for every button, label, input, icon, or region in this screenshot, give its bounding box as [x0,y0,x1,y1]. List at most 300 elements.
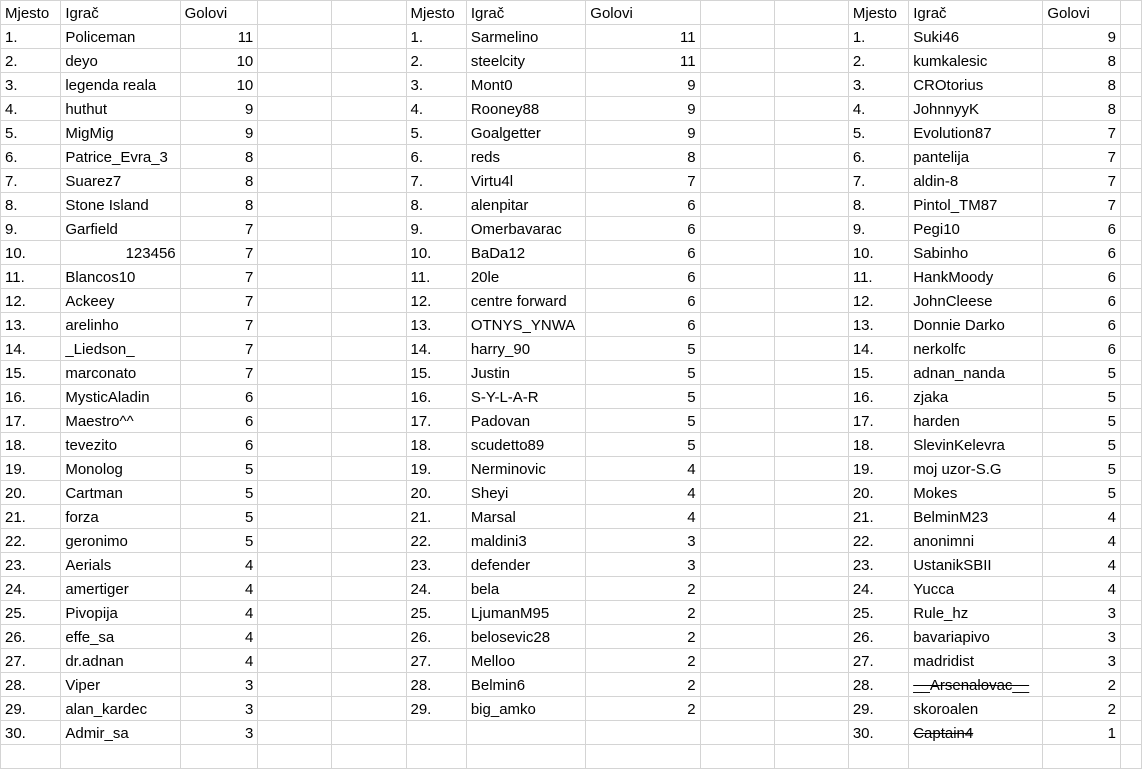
rank-cell[interactable]: 12. [406,289,466,313]
cell[interactable] [700,577,774,601]
cell[interactable] [1120,577,1141,601]
cell[interactable] [332,193,406,217]
player-cell[interactable]: Policeman [61,25,180,49]
goals-cell[interactable]: 4 [1043,577,1121,601]
goals-cell[interactable]: 5 [586,409,700,433]
player-cell[interactable]: amertiger [61,577,180,601]
cell[interactable] [774,49,848,73]
player-cell[interactable]: adnan_nanda [909,361,1043,385]
goals-cell[interactable]: 4 [586,505,700,529]
goals-cell[interactable]: 3 [180,673,258,697]
cell[interactable] [774,553,848,577]
player-cell[interactable]: anonimni [909,529,1043,553]
cell[interactable] [774,217,848,241]
player-cell[interactable]: SlevinKelevra [909,433,1043,457]
rank-cell[interactable]: 4. [406,97,466,121]
goals-cell[interactable]: 7 [1043,145,1121,169]
cell[interactable] [700,673,774,697]
cell[interactable] [700,289,774,313]
goals-cell[interactable]: 4 [586,481,700,505]
cell[interactable] [258,97,332,121]
player-cell[interactable]: Evolution87 [909,121,1043,145]
player-cell[interactable]: S-Y-L-A-R [466,385,585,409]
player-cell[interactable]: Omerbavarac [466,217,585,241]
cell[interactable] [1120,433,1141,457]
header-rank[interactable]: Mjesto [848,1,908,25]
rank-cell[interactable]: 18. [848,433,908,457]
player-cell[interactable]: Rule_hz [909,601,1043,625]
rank-cell[interactable]: 26. [406,625,466,649]
goals-cell[interactable]: 8 [1043,73,1121,97]
cell[interactable] [774,337,848,361]
player-cell[interactable]: dr.adnan [61,649,180,673]
goals-cell[interactable]: 3 [1043,601,1121,625]
rank-cell[interactable]: 14. [406,337,466,361]
cell[interactable] [1120,169,1141,193]
player-cell[interactable]: Donnie Darko [909,313,1043,337]
player-cell[interactable]: Maestro^^ [61,409,180,433]
goals-cell[interactable]: 4 [586,457,700,481]
rank-cell[interactable]: 19. [406,457,466,481]
cell[interactable] [1120,673,1141,697]
cell[interactable] [406,745,466,769]
player-cell[interactable]: effe_sa [61,625,180,649]
rank-cell[interactable]: 6. [406,145,466,169]
rank-cell[interactable]: 14. [848,337,908,361]
player-cell[interactable]: Patrice_Evra_3 [61,145,180,169]
rank-cell[interactable]: 7. [406,169,466,193]
rank-cell[interactable]: 17. [1,409,61,433]
rank-cell[interactable]: 7. [848,169,908,193]
goals-cell[interactable]: 5 [1043,481,1121,505]
header-goals[interactable]: Golovi [180,1,258,25]
goals-cell[interactable]: 6 [1043,265,1121,289]
goals-cell[interactable]: 11 [180,25,258,49]
cell[interactable] [774,97,848,121]
cell[interactable] [332,505,406,529]
cell[interactable] [774,433,848,457]
cell[interactable] [1120,409,1141,433]
cell[interactable] [1120,649,1141,673]
cell[interactable] [774,481,848,505]
cell[interactable] [774,529,848,553]
cell[interactable] [700,121,774,145]
cell[interactable] [258,193,332,217]
goals-cell[interactable]: 5 [1043,433,1121,457]
cell[interactable] [774,601,848,625]
rank-cell[interactable]: 20. [406,481,466,505]
cell[interactable] [700,73,774,97]
rank-cell[interactable]: 21. [848,505,908,529]
player-cell[interactable]: Cartman [61,481,180,505]
player-cell[interactable]: steelcity [466,49,585,73]
goals-cell[interactable]: 6 [586,241,700,265]
cell[interactable] [258,121,332,145]
rank-cell[interactable]: 16. [406,385,466,409]
player-cell[interactable]: kumkalesic [909,49,1043,73]
player-cell[interactable]: Blancos10 [61,265,180,289]
player-cell[interactable]: forza [61,505,180,529]
cell[interactable] [909,745,1043,769]
rank-cell[interactable]: 12. [1,289,61,313]
rank-cell[interactable]: 5. [1,121,61,145]
rank-cell[interactable]: 2. [848,49,908,73]
goals-cell[interactable]: 2 [1043,673,1121,697]
cell[interactable] [1120,73,1141,97]
rank-cell[interactable]: 1. [1,25,61,49]
rank-cell[interactable]: 10. [406,241,466,265]
player-cell[interactable]: Marsal [466,505,585,529]
goals-cell[interactable]: 4 [1043,505,1121,529]
player-cell[interactable]: maldini3 [466,529,585,553]
player-cell[interactable]: Sheyi [466,481,585,505]
cell[interactable] [774,265,848,289]
cell[interactable] [774,361,848,385]
player-cell[interactable]: UstanikSBII [909,553,1043,577]
goals-cell[interactable]: 11 [586,49,700,73]
rank-cell[interactable]: 5. [848,121,908,145]
rank-cell[interactable]: 12. [848,289,908,313]
cell[interactable] [1120,481,1141,505]
player-cell[interactable]: HankMoody [909,265,1043,289]
cell[interactable] [180,745,258,769]
goals-cell[interactable]: 7 [180,289,258,313]
player-cell[interactable]: Belmin6 [466,673,585,697]
cell[interactable] [700,649,774,673]
player-cell[interactable]: Mont0 [466,73,585,97]
goals-cell[interactable]: 8 [180,145,258,169]
cell[interactable] [1043,745,1121,769]
goals-cell[interactable]: 3 [180,721,258,745]
cell[interactable] [332,25,406,49]
rank-cell[interactable]: 9. [406,217,466,241]
player-cell[interactable]: Viper [61,673,180,697]
cell[interactable] [332,289,406,313]
goals-cell[interactable]: 4 [1043,553,1121,577]
player-cell[interactable]: skoroalen [909,697,1043,721]
cell[interactable] [332,457,406,481]
cell[interactable] [258,721,332,745]
cell[interactable] [258,697,332,721]
goals-cell[interactable]: 7 [1043,121,1121,145]
goals-cell[interactable]: 7 [1043,193,1121,217]
player-cell[interactable]: Rooney88 [466,97,585,121]
rank-cell[interactable]: 3. [848,73,908,97]
player-cell[interactable]: geronimo [61,529,180,553]
cell[interactable] [700,505,774,529]
player-cell[interactable]: tevezito [61,433,180,457]
cell[interactable] [774,409,848,433]
rank-cell[interactable]: 25. [406,601,466,625]
cell[interactable] [332,121,406,145]
cell[interactable] [466,745,585,769]
cell[interactable] [258,217,332,241]
player-cell[interactable]: Mokes [909,481,1043,505]
cell[interactable] [774,25,848,49]
rank-cell[interactable]: 26. [1,625,61,649]
player-cell[interactable]: alenpitar [466,193,585,217]
player-cell[interactable]: legenda reala [61,73,180,97]
rank-cell[interactable]: 18. [406,433,466,457]
cell[interactable] [1120,553,1141,577]
goals-cell[interactable]: 5 [1043,457,1121,481]
goals-cell[interactable]: 5 [586,385,700,409]
rank-cell[interactable]: 10. [1,241,61,265]
player-cell[interactable]: reds [466,145,585,169]
player-cell[interactable]: Justin [466,361,585,385]
cell[interactable] [700,553,774,577]
cell[interactable] [1120,505,1141,529]
player-cell[interactable]: Garfield [61,217,180,241]
cell[interactable] [700,25,774,49]
goals-cell[interactable]: 7 [1043,169,1121,193]
cell[interactable] [332,601,406,625]
cell[interactable] [258,553,332,577]
goals-cell[interactable]: 7 [180,337,258,361]
goals-cell[interactable]: 7 [180,217,258,241]
cell[interactable] [258,313,332,337]
goals-cell[interactable]: 6 [1043,289,1121,313]
rank-cell[interactable]: 22. [406,529,466,553]
cell[interactable] [332,217,406,241]
cell[interactable] [774,721,848,745]
cell[interactable] [774,649,848,673]
player-cell[interactable]: MysticAladin [61,385,180,409]
header-player[interactable]: Igrač [61,1,180,25]
cell[interactable] [700,601,774,625]
rank-cell[interactable]: 17. [848,409,908,433]
goals-cell[interactable]: 9 [586,73,700,97]
rank-cell[interactable]: 26. [848,625,908,649]
rank-cell[interactable]: 4. [1,97,61,121]
player-cell[interactable]: Monolog [61,457,180,481]
player-cell[interactable]: bela [466,577,585,601]
rank-cell[interactable]: 11. [848,265,908,289]
goals-cell[interactable]: 6 [1043,337,1121,361]
rank-cell[interactable]: 27. [406,649,466,673]
rank-cell[interactable]: 3. [1,73,61,97]
goals-cell[interactable]: 3 [586,553,700,577]
cell[interactable] [1120,745,1141,769]
cell[interactable] [258,265,332,289]
goals-cell[interactable]: 3 [180,697,258,721]
player-cell[interactable]: Sabinho [909,241,1043,265]
player-cell[interactable]: scudetto89 [466,433,585,457]
goals-cell[interactable]: 5 [180,505,258,529]
cell[interactable] [1120,313,1141,337]
cell[interactable] [1,745,61,769]
goals-cell[interactable]: 9 [180,121,258,145]
rank-cell[interactable]: 30. [1,721,61,745]
goals-cell[interactable]: 6 [180,385,258,409]
player-cell[interactable]: Padovan [466,409,585,433]
goals-cell[interactable]: 9 [586,97,700,121]
cell[interactable] [258,1,332,25]
goals-cell[interactable]: 5 [1043,361,1121,385]
goals-cell[interactable]: 6 [586,265,700,289]
rank-cell[interactable]: 24. [406,577,466,601]
cell[interactable] [258,49,332,73]
goals-cell[interactable]: 4 [180,553,258,577]
rank-cell[interactable]: 27. [848,649,908,673]
rank-cell[interactable]: 13. [1,313,61,337]
cell[interactable] [700,169,774,193]
rank-cell[interactable]: 25. [848,601,908,625]
goals-cell[interactable]: 8 [180,193,258,217]
goals-cell[interactable]: 4 [180,601,258,625]
rank-cell[interactable]: 4. [848,97,908,121]
cell[interactable] [258,673,332,697]
goals-cell[interactable]: 9 [180,97,258,121]
goals-cell[interactable]: 6 [586,313,700,337]
cell[interactable] [1120,97,1141,121]
goals-cell[interactable]: 6 [1043,217,1121,241]
player-cell[interactable]: _Liedson_ [61,337,180,361]
goals-cell[interactable]: 10 [180,73,258,97]
rank-cell[interactable]: 11. [406,265,466,289]
goals-cell[interactable]: 4 [1043,529,1121,553]
player-cell[interactable]: Pintol_TM87 [909,193,1043,217]
cell[interactable] [258,145,332,169]
cell[interactable] [406,721,466,745]
goals-cell[interactable]: 6 [1043,313,1121,337]
rank-cell[interactable]: 20. [1,481,61,505]
cell[interactable] [332,73,406,97]
goals-cell[interactable]: 5 [180,529,258,553]
goals-cell[interactable]: 8 [1043,49,1121,73]
cell[interactable] [1120,697,1141,721]
cell[interactable] [774,289,848,313]
rank-cell[interactable]: 24. [1,577,61,601]
rank-cell[interactable]: 8. [406,193,466,217]
goals-cell[interactable]: 6 [180,433,258,457]
cell[interactable] [1120,49,1141,73]
goals-cell[interactable]: 4 [180,625,258,649]
player-cell[interactable]: zjaka [909,385,1043,409]
cell[interactable] [332,49,406,73]
rank-cell[interactable]: 21. [406,505,466,529]
goals-cell[interactable]: 7 [180,241,258,265]
cell[interactable] [700,625,774,649]
rank-cell[interactable]: 22. [1,529,61,553]
cell[interactable] [332,745,406,769]
goals-cell[interactable]: 7 [180,313,258,337]
rank-cell[interactable]: 1. [406,25,466,49]
header-rank[interactable]: Mjesto [1,1,61,25]
goals-cell[interactable]: 6 [586,217,700,241]
cell[interactable] [700,193,774,217]
cell[interactable] [1120,265,1141,289]
rank-cell[interactable]: 29. [406,697,466,721]
cell[interactable] [258,505,332,529]
cell[interactable] [332,673,406,697]
rank-cell[interactable]: 8. [1,193,61,217]
rank-cell[interactable]: 20. [848,481,908,505]
cell[interactable] [700,697,774,721]
cell[interactable] [1120,457,1141,481]
cell[interactable] [774,457,848,481]
cell[interactable] [586,745,700,769]
cell[interactable] [332,97,406,121]
rank-cell[interactable]: 6. [1,145,61,169]
cell[interactable] [700,529,774,553]
rank-cell[interactable]: 15. [406,361,466,385]
cell[interactable] [258,601,332,625]
cell[interactable] [332,553,406,577]
player-cell[interactable]: madridist [909,649,1043,673]
cell[interactable] [258,169,332,193]
cell[interactable] [1120,385,1141,409]
rank-cell[interactable]: 7. [1,169,61,193]
header-player[interactable]: Igrač [909,1,1043,25]
player-cell[interactable]: aldin-8 [909,169,1043,193]
player-cell[interactable]: Pivopija [61,601,180,625]
player-cell[interactable]: JohnnyyK [909,97,1043,121]
goals-cell[interactable]: 5 [586,361,700,385]
cell[interactable] [258,361,332,385]
cell[interactable] [258,337,332,361]
rank-cell[interactable]: 29. [848,697,908,721]
goals-cell[interactable]: 6 [1043,241,1121,265]
cell[interactable] [332,721,406,745]
player-cell[interactable]: Pegi10 [909,217,1043,241]
rank-cell[interactable]: 13. [848,313,908,337]
cell[interactable] [332,169,406,193]
cell[interactable] [848,745,908,769]
goals-cell[interactable]: 6 [586,289,700,313]
rank-cell[interactable]: 3. [406,73,466,97]
goals-cell[interactable]: 5 [1043,409,1121,433]
cell[interactable] [774,73,848,97]
cell[interactable] [774,313,848,337]
cell[interactable] [774,745,848,769]
cell[interactable] [700,313,774,337]
player-cell[interactable]: Admir_sa [61,721,180,745]
cell[interactable] [332,649,406,673]
player-cell[interactable]: Aerials [61,553,180,577]
rank-cell[interactable]: 19. [848,457,908,481]
goals-cell[interactable]: 7 [180,361,258,385]
cell[interactable] [1120,121,1141,145]
player-cell[interactable]: nerkolfc [909,337,1043,361]
rank-cell[interactable]: 9. [1,217,61,241]
player-cell[interactable]: deyo [61,49,180,73]
goals-cell[interactable]: 2 [586,601,700,625]
cell[interactable] [332,697,406,721]
cell[interactable] [258,433,332,457]
cell[interactable] [258,577,332,601]
cell[interactable] [332,313,406,337]
player-cell[interactable]: marconato [61,361,180,385]
goals-cell[interactable]: 7 [180,265,258,289]
rank-cell[interactable]: 25. [1,601,61,625]
player-cell[interactable]: Yucca [909,577,1043,601]
goals-cell[interactable]: 9 [586,121,700,145]
cell[interactable] [700,457,774,481]
player-cell[interactable]: centre forward [466,289,585,313]
player-cell[interactable]: Suarez7 [61,169,180,193]
cell[interactable] [332,145,406,169]
cell[interactable] [332,625,406,649]
cell[interactable] [332,265,406,289]
cell[interactable] [258,25,332,49]
cell[interactable] [258,73,332,97]
goals-cell[interactable]: 5 [180,481,258,505]
cell[interactable] [258,457,332,481]
player-cell[interactable]: big_amko [466,697,585,721]
cell[interactable] [1120,529,1141,553]
player-cell[interactable]: arelinho [61,313,180,337]
